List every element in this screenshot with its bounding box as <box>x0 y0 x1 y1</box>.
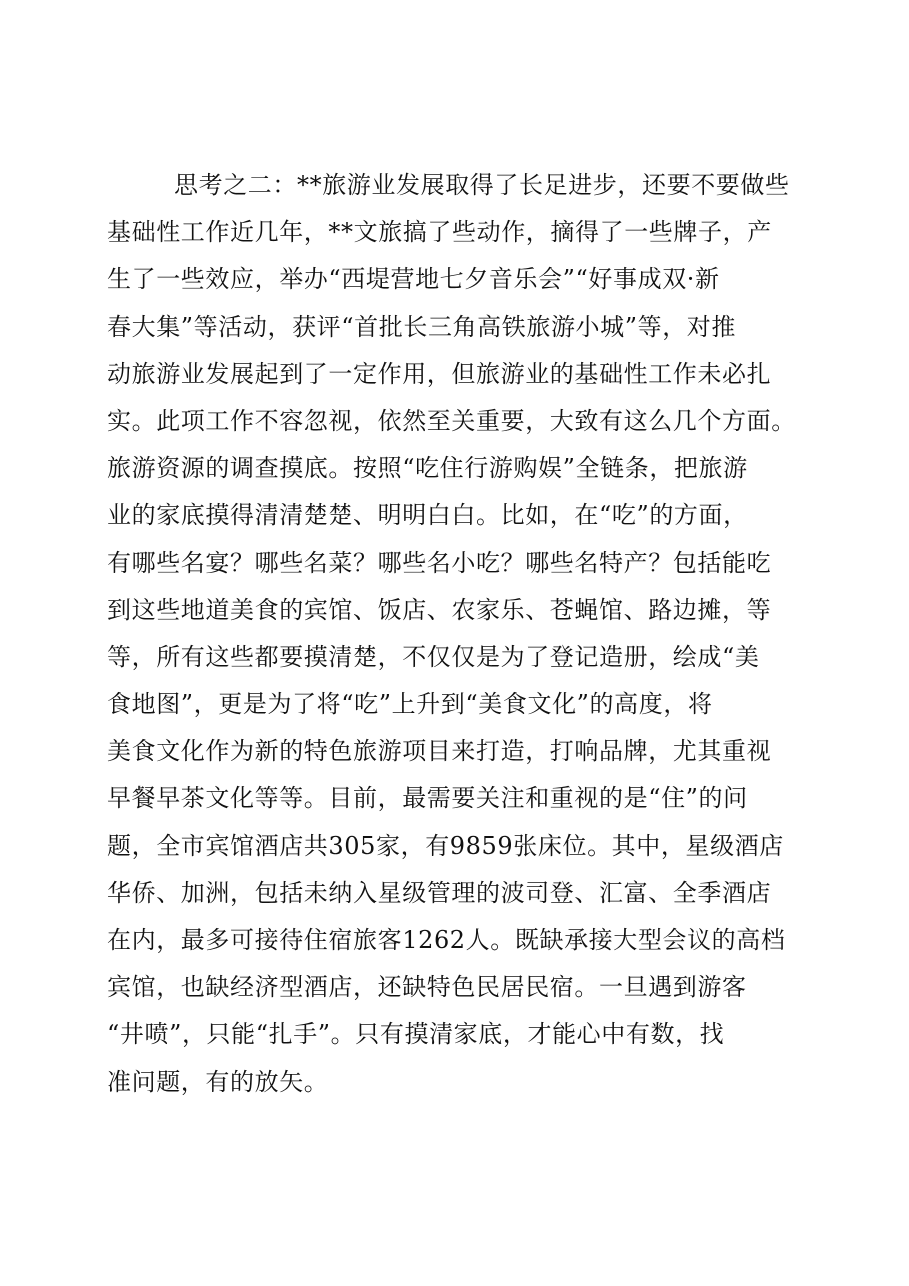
text-line: 题，全市宾馆酒店共305家，有9859张床位。其中，星级酒店 <box>107 831 784 860</box>
text-line: 食地图”，更是为了将“吃”上升到“美食文化”的高度，将 <box>107 690 713 719</box>
text-line: 早餐早茶文化等等。目前，最需要关注和重视的是“住”的问 <box>107 784 748 813</box>
text-line: 准问题，有的放矢。 <box>107 1067 329 1096</box>
text-line: 实。此项工作不容忽视，依然至关重要，大致有这么几个方面。 <box>107 406 796 435</box>
document-body <box>107 162 827 1106</box>
text-line: 宾馆，也缺经济型酒店，还缺特色民居民宿。一旦遇到游客 <box>107 973 747 1002</box>
text-line: 到这些地道美食的宾馆、饭店、农家乐、苍蝇馆、路边摊，等 <box>107 595 772 624</box>
text-line: 基础性工作近几年，**文旅搞了些动作，摘得了一些牌子，产 <box>107 218 772 247</box>
text-line: 思考之二：**旅游业发展取得了长足进步，还要不要做些 <box>174 171 790 199</box>
text-line: 旅游资源的调查摸底。按照“吃住行游购娱”全链条，把旅游 <box>107 454 748 483</box>
text-line: 春大集”等活动，获评“首批长三角高铁旅游小城”等，对推 <box>107 312 737 341</box>
text-line: 业的家底摸得清清楚楚、明明白白。比如，在“吃”的方面， <box>107 501 748 530</box>
text-line: 华侨、加洲，包括未纳入星级管理的波司登、汇富、全季酒店 <box>107 878 772 907</box>
text-line: 生了一些效应，举办“西堤营地七夕音乐会”“好事成双·新 <box>107 265 720 294</box>
text-line: 有哪些名宴？哪些名菜？哪些名小吃？哪些名特产？包括能吃 <box>107 548 772 577</box>
text-line: 在内，最多可接待住宿旅客1262人。既缺承接大型会议的高档 <box>107 926 786 954</box>
text-line: 美食文化作为新的特色旅游项目来打造，打响品牌，尤其重视 <box>107 737 772 766</box>
text-line: 动旅游业发展起到了一定作用，但旅游业的基础性工作未必扎 <box>107 359 772 388</box>
text-line: “井喷”，只能“扎手”。只有摸清家底，才能心中有数，找 <box>107 1020 725 1049</box>
text-line: 等，所有这些都要摸清楚，不仅仅是为了登记造册，绘成“美 <box>107 642 760 671</box>
